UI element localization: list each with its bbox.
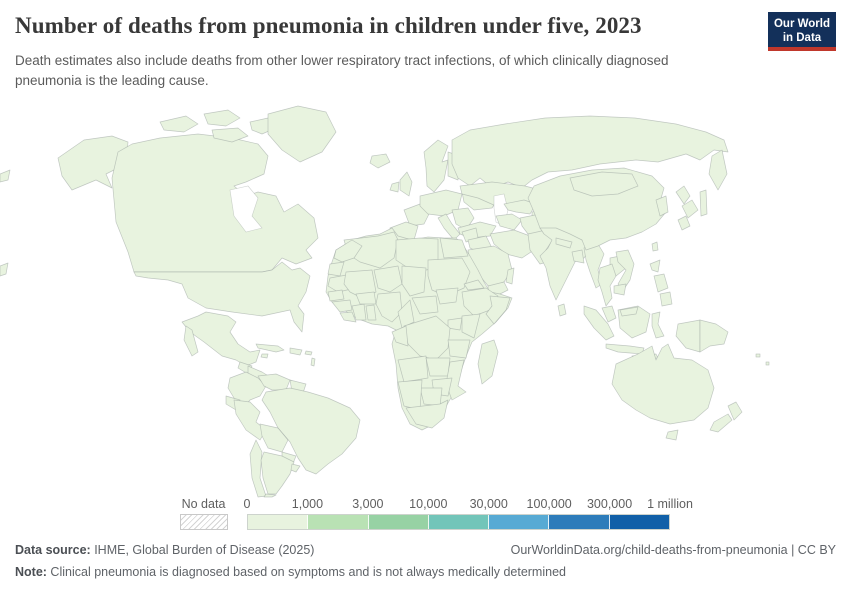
country-lesser-antilles[interactable] — [311, 358, 315, 366]
country-guinea[interactable] — [332, 300, 352, 312]
owid-logo-line1: Our World — [773, 17, 830, 30]
legend-bin-swatch[interactable] — [369, 515, 429, 529]
chart-subtitle: Death estimates also include deaths from other lower respiratory tract infections, of which clinically diagnosed pneumonia is the leading cause. — [15, 53, 669, 88]
country-arctic-island[interactable] — [204, 110, 240, 126]
country-papua-new-guinea[interactable] — [700, 320, 728, 352]
country-russia-kamchatka[interactable] — [709, 150, 727, 190]
owid-logo-line2: in Data — [782, 31, 822, 44]
country-jamaica[interactable] — [261, 354, 268, 358]
legend-tick-label: 300,000 — [586, 497, 633, 511]
country-philippines[interactable] — [660, 292, 672, 306]
legend-tick-label: 3,000 — [352, 497, 384, 511]
country-new-zealand[interactable] — [710, 414, 732, 432]
legend-bin-swatch[interactable] — [248, 515, 308, 529]
owid-logo[interactable] — [768, 12, 836, 51]
owid-logo-stripe — [768, 47, 836, 51]
legend-bin-swatch[interactable] — [429, 515, 489, 529]
country-united-kingdom[interactable] — [400, 172, 412, 196]
legend-no-data-label: No data — [181, 497, 226, 511]
legend-tick-label: 100,000 — [526, 497, 572, 511]
legend-tick-label: 0 — [243, 497, 251, 511]
country-philippines[interactable] — [654, 274, 668, 292]
map-wrap-sliver — [0, 263, 8, 276]
legend-tick-label: 1,000 — [291, 497, 324, 511]
country-cuba[interactable] — [256, 344, 284, 352]
country-zambia[interactable] — [426, 358, 450, 376]
country-tanzania[interactable] — [448, 340, 470, 358]
country-arctic-island[interactable] — [160, 116, 198, 132]
note-line — [15, 565, 566, 579]
country-canada[interactable] — [112, 134, 318, 272]
country-cambodia[interactable] — [614, 284, 626, 295]
country-madagascar[interactable] — [478, 340, 498, 384]
country-indonesia-sulawesi[interactable] — [652, 312, 664, 338]
country-greenland[interactable] — [268, 106, 336, 162]
country-tasmania[interactable] — [666, 430, 678, 440]
data-source-line — [15, 543, 314, 557]
country-sri-lanka[interactable] — [558, 304, 566, 316]
country-norway-sweden[interactable] — [424, 140, 448, 192]
country-taiwan[interactable] — [652, 242, 658, 251]
country-thailand[interactable] — [598, 264, 616, 306]
note-label: Note: — [15, 565, 47, 579]
country-iceland[interactable] — [370, 154, 390, 168]
country-japan[interactable] — [676, 186, 690, 204]
country-peru[interactable] — [234, 400, 266, 440]
page-title: Number of deaths from pneumonia in children under five, 2023 — [15, 13, 642, 38]
country-australia[interactable] — [612, 344, 714, 424]
legend-ticks — [243, 497, 693, 511]
country-bangladesh[interactable] — [572, 250, 584, 263]
data-source-label: Data source: — [15, 543, 91, 557]
country-russia-sakhalin[interactable] — [700, 190, 707, 216]
owid-link[interactable]: OurWorldinData.org/child-deaths-from-pneumonia | CC BY — [510, 543, 836, 557]
legend-tick-label: 30,000 — [469, 497, 508, 511]
legend-no-data-swatch[interactable] — [180, 514, 228, 530]
legend-color-bar — [247, 514, 670, 530]
legend-bin-swatch[interactable] — [308, 515, 368, 529]
note-text: Clinical pneumonia is diagnosed based on symptoms and is not always medically determined — [46, 565, 566, 579]
chart-header — [0, 0, 850, 100]
country-puerto-rico[interactable] — [305, 351, 312, 355]
map-legend — [0, 497, 850, 533]
country-south-sudan[interactable] — [436, 288, 458, 304]
country-indonesia-java[interactable] — [606, 344, 644, 354]
country-burkina-faso[interactable] — [356, 292, 376, 304]
country-senegal[interactable] — [328, 290, 344, 301]
country-haiti-dominican[interactable] — [290, 348, 302, 355]
legend-bin-swatch[interactable] — [549, 515, 609, 529]
country-ireland[interactable] — [390, 182, 399, 192]
legend-bin-swatch[interactable] — [489, 515, 549, 529]
legend-bin-swatch[interactable] — [610, 515, 669, 529]
world-map — [0, 100, 850, 498]
legend-tick-label: 10,000 — [409, 497, 448, 511]
pacific-islands — [756, 354, 769, 365]
country-ghana[interactable] — [366, 305, 376, 320]
country-egypt[interactable] — [440, 238, 468, 258]
country-uruguay[interactable] — [291, 464, 300, 472]
map-wrap-sliver — [0, 170, 10, 182]
country-indonesia-papua[interactable] — [676, 320, 700, 352]
country-philippines[interactable] — [650, 260, 660, 272]
legend-tick-label: 1 million — [647, 497, 693, 511]
data-source-text: IHME, Global Burden of Disease (2025) — [90, 543, 315, 557]
country-turkmenistan[interactable] — [496, 214, 522, 230]
